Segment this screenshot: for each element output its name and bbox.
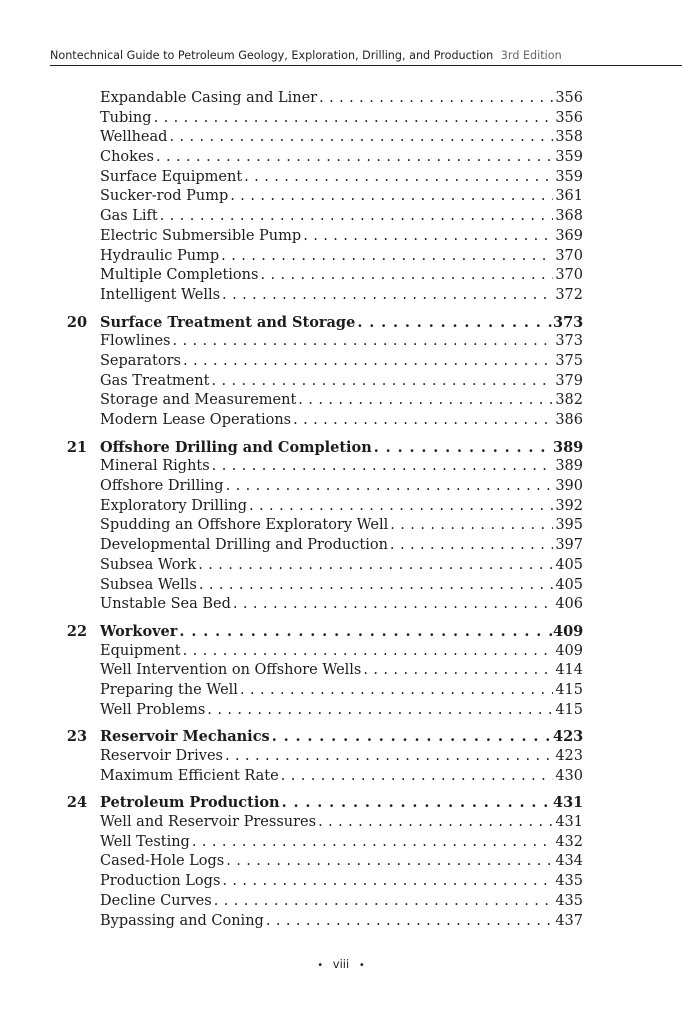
toc-section-entry[interactable] (0, 833, 682, 853)
toc-section-entry[interactable] (0, 109, 682, 129)
entry-page-number: 430 (553, 767, 583, 787)
entry-page-number: 437 (553, 912, 583, 932)
entry-title: Unstable Sea Bed . . . (100, 595, 553, 615)
entry-page-number: 431 (553, 813, 583, 833)
entry-page-number: 372 (553, 286, 583, 306)
toc-section-entry[interactable] (0, 681, 682, 701)
entry-title: Preparing the Well . . . (100, 681, 553, 701)
toc-section-entry[interactable] (0, 912, 682, 932)
entry-page-number: 370 (553, 266, 583, 286)
toc-section-entry[interactable] (0, 892, 682, 912)
toc-section-entry[interactable] (0, 391, 682, 411)
entry-title: Well Problems . . . (100, 701, 553, 721)
entry-page-number: 359 (553, 168, 583, 188)
entry-page-number: 432 (553, 833, 583, 853)
entry-title: Tubing . . . (100, 109, 553, 129)
entry-title: Maximum Efficient Rate . . . (100, 767, 553, 787)
entry-title: Gas Lift . . . (100, 207, 553, 227)
toc-section-entry[interactable] (0, 247, 682, 267)
toc-section-entry[interactable] (0, 576, 682, 596)
toc-section-entry[interactable] (0, 187, 682, 207)
entry-title: Reservoir Drives . . . (100, 747, 553, 767)
entry-title: Wellhead . . . (100, 128, 553, 148)
entry-page-number: 390 (553, 477, 583, 497)
entry-page-number: 415 (553, 701, 583, 721)
toc-section-entry[interactable] (0, 701, 682, 721)
entry-title: Developmental Drilling and Production . . . (100, 536, 553, 556)
toc-section-entry[interactable] (0, 411, 682, 431)
entry-page-number: 415 (553, 681, 583, 701)
entry-title: Intelligent Wells . . . (100, 286, 553, 306)
entry-title: Electric Submersible Pump . . . (100, 227, 553, 247)
entry-page-number: 358 (553, 128, 583, 148)
entry-page-number: 389 (553, 457, 583, 477)
toc-section-entry[interactable] (0, 148, 682, 168)
toc-section-entry[interactable] (0, 168, 682, 188)
entry-page-number: 435 (553, 872, 583, 892)
entry-page-number: 409 (553, 622, 584, 640)
entry-page-number: 356 (553, 89, 583, 109)
toc-section-entry[interactable] (0, 266, 682, 286)
entry-title: Decline Curves . . . (100, 892, 553, 912)
entry-page-number: 361 (553, 187, 583, 207)
entry-title: Bypassing and Coning . . . (100, 912, 553, 932)
entry-page-number: 370 (553, 247, 583, 267)
entry-title: Multiple Completions . . . (100, 266, 553, 286)
entry-title: Hydraulic Pump . . . (100, 247, 553, 267)
toc-section-entry[interactable] (0, 497, 682, 517)
toc-section-entry[interactable] (0, 813, 682, 833)
entry-page-number: 382 (553, 391, 583, 411)
entry-title: Workover . . . (100, 622, 553, 642)
footer-bullet-left: • (317, 960, 324, 971)
entry-title: Well and Reservoir Pressures . . . (100, 813, 553, 833)
entry-title: Cased-Hole Logs . . . (100, 852, 553, 872)
chapter-number: 20 (66, 313, 88, 331)
entry-page-number: 423 (553, 747, 583, 767)
toc-section-entry[interactable] (0, 372, 682, 392)
entry-title: Surface Equipment . . . (100, 168, 553, 188)
toc-section-entry[interactable] (0, 89, 682, 109)
book-title: Nontechnical Guide to Petroleum Geology, Exploration, Drilling, and Production (50, 49, 494, 62)
entry-title: Modern Lease Operations . . . (100, 411, 553, 431)
running-header (50, 48, 682, 66)
entry-page-number: 356 (553, 109, 583, 129)
toc-section-entry[interactable] (0, 595, 682, 615)
entry-page-number: 434 (553, 852, 583, 872)
toc-section-entry[interactable] (0, 227, 682, 247)
chapter-number: 24 (66, 794, 88, 812)
entry-page-number: 431 (553, 794, 584, 812)
toc-section-entry[interactable] (0, 536, 682, 556)
entry-page-number: 405 (553, 576, 583, 596)
entry-title: Spudding an Offshore Exploratory Well . . . (100, 516, 553, 536)
entry-page-number: 406 (553, 595, 583, 615)
entry-title: Exploratory Drilling . . . (100, 497, 553, 517)
entry-page-number: 369 (553, 227, 583, 247)
toc-section-entry[interactable] (0, 477, 682, 497)
entry-page-number: 392 (553, 497, 583, 517)
edition-label: 3rd Edition (500, 49, 562, 62)
entry-page-number: 405 (553, 556, 583, 576)
entry-page-number: 373 (553, 313, 584, 331)
chapter-number: 23 (66, 728, 88, 746)
toc-section-entry[interactable] (0, 872, 682, 892)
entry-title: Equipment . . . (100, 642, 553, 662)
header-rule (50, 65, 682, 66)
toc-section-entry[interactable] (0, 747, 682, 767)
toc-chapter-entry[interactable] (0, 313, 682, 333)
toc-section-entry[interactable] (0, 661, 682, 681)
footer-bullet-right: • (358, 960, 365, 971)
page-footer (0, 957, 682, 971)
toc-section-entry[interactable] (0, 852, 682, 872)
entry-title: Offshore Drilling and Completion . . . (100, 438, 553, 458)
toc-section-entry[interactable] (0, 767, 682, 787)
entry-title: Separators . . . (100, 352, 553, 372)
toc-section-entry[interactable] (0, 286, 682, 306)
entry-page-number: 389 (553, 438, 584, 456)
entry-page-number: 379 (553, 372, 583, 392)
entry-title: Surface Treatment and Storage . . . (100, 313, 553, 333)
entry-title: Production Logs . . . (100, 872, 553, 892)
toc-chapter-entry[interactable] (0, 438, 682, 458)
entry-title: Reservoir Mechanics . . . (100, 727, 553, 747)
entry-page-number: 359 (553, 148, 583, 168)
toc-chapter-entry[interactable] (0, 622, 682, 642)
entry-page-number: 373 (553, 332, 583, 352)
page-number: viii (332, 957, 350, 971)
entry-title: Storage and Measurement . . . (100, 391, 553, 411)
entry-title: Sucker-rod Pump . . . (100, 187, 553, 207)
chapter-number: 21 (66, 438, 88, 456)
entry-page-number: 409 (553, 642, 583, 662)
entry-title: Well Intervention on Offshore Wells . . . (100, 661, 553, 681)
toc-section-entry[interactable] (0, 352, 682, 372)
entry-page-number: 368 (553, 207, 583, 227)
entry-page-number: 435 (553, 892, 583, 912)
toc-chapter-entry[interactable] (0, 727, 682, 747)
entry-page-number: 375 (553, 352, 583, 372)
toc-section-entry[interactable] (0, 207, 682, 227)
entry-title: Well Testing . . . (100, 833, 553, 853)
entry-title: Expandable Casing and Liner . . . (100, 89, 553, 109)
entry-title: Petroleum Production . . . (100, 793, 553, 813)
table-of-contents (0, 89, 682, 931)
toc-section-entry[interactable] (0, 556, 682, 576)
toc-section-entry[interactable] (0, 332, 682, 352)
entry-title: Mineral Rights . . . (100, 457, 553, 477)
entry-page-number: 397 (553, 536, 583, 556)
entry-title: Subsea Work . . . (100, 556, 553, 576)
toc-section-entry[interactable] (0, 457, 682, 477)
entry-page-number: 423 (553, 728, 584, 746)
entry-title: Subsea Wells . . . (100, 576, 553, 596)
entry-page-number: 395 (553, 516, 583, 536)
toc-section-entry[interactable] (0, 642, 682, 662)
chapter-number: 22 (66, 622, 88, 640)
toc-section-entry[interactable] (0, 516, 682, 536)
entry-page-number: 386 (553, 411, 583, 431)
entry-title: Chokes . . . (100, 148, 553, 168)
entry-title: Offshore Drilling . . . (100, 477, 553, 497)
toc-chapter-entry[interactable] (0, 793, 682, 813)
toc-section-entry[interactable] (0, 128, 682, 148)
entry-page-number: 414 (553, 661, 583, 681)
entry-title: Flowlines . . . (100, 332, 553, 352)
entry-title: Gas Treatment . . . (100, 372, 553, 392)
